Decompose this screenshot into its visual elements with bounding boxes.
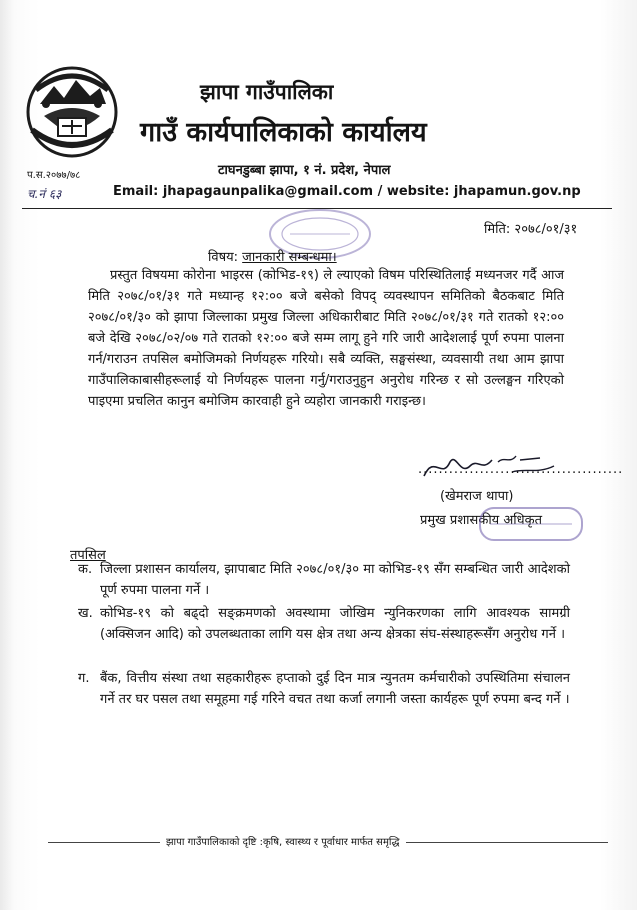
signer-name: (खेमराज थापा) [440, 489, 514, 504]
subject-value: जानकारी सम्बन्धमा। [242, 250, 337, 265]
tapsil-heading: तपसिल [70, 548, 106, 563]
item-marker: क. [78, 562, 93, 577]
reference-number: प.स.२०७७/७८ [27, 170, 81, 181]
letter-date: मिति: २०७८/०१/३१ [484, 222, 578, 237]
tapsil-item [78, 603, 570, 645]
signer-designation: प्रमुख प्रशासकीय अधिकृत [420, 513, 543, 528]
subject-line [208, 247, 337, 265]
item-text: बैंक, वित्तीय संस्था तथा सहकारीहरू हप्ताको दुई दिन मात्र न्युनतम कर्मचारीको उपस्थितिमा संचालन गर्ने तर घर पसल तथा समूहमा गई गरिने वचत तथा कर्जा लगानी जस्ता कार्यहरू पूर्ण रुपमा बन्द गर्ने । [100, 671, 570, 707]
footer-motto: झापा गाउँपालिकाको दृष्टि :कृषि, स्वास्थ्य र पूर्वाधार मार्फत समृद्धि [160, 834, 406, 848]
office-address: टाघनडुब्बा झापा, १ नं. प्रदेश, नेपाल [218, 163, 391, 178]
tapsil-item [78, 668, 570, 710]
municipality-name: झापा गाउँपालिका [200, 80, 334, 104]
letter-body: प्रस्तुत विषयमा कोरोना भाइरस (कोभिड-१९) ले ल्याएको विषम परिस्थितिलाई मध्यनजर गर्दै आज मिति २०७८/०१/३१ गते मध्यान्ह १२:०० बजे बसेको विपद् व्यवस्थापन समितिको बैठकबाट मिति २०७८/०१/३० को झापा जिल्लाका प्रमुख जिल्ला अधिकारीबाट मिति २०७८/०१/३१ गते रातको १२:०० बजे देखि २०७८/०२/०७ गते रातको १२:०० बजे सम्म लागू हुने गरि जारी आदेशलाई पूर्ण रुपमा पालना गर्न/गराउन तपसिल बमोजिमको निर्णयहरू गरियो। सबै व्यक्ति, सङ्घसंस्था, व्यवसायी तथा आम झापा गाउँपालिकाबासीहरूलाई यो निर्णयहरू पालना गर्नु/गराउनुहुन अनुरोध गरिन्छ र सो उल्लङ्घन गरिएको पाइएमा प्रचलित कानुन बमोजिम कारवाही हुने व्यहोरा जानकारी गराइन्छ। [88, 268, 564, 409]
signature-stamp-icon [476, 504, 586, 544]
item-marker: ख. [78, 606, 93, 621]
nepal-emblem-icon [22, 60, 122, 160]
dispatch-number: च.नं ६३ [27, 187, 62, 201]
item-text: कोभिड-१९ को बढ्दो सङ्क्रमणको अवस्थामा जोखिम न्युनिकरणका लागि आवश्यक सामग्री (अक्सिजन आदि) को उपलब्धताका लागि यस क्षेत्र तथा अन्य क्षेत्रका संघ-संस्थाहरूसँग अनुरोध गर्ने । [100, 606, 570, 642]
subject-label: विषय: [208, 250, 239, 265]
item-text: जिल्ला प्रशासन कार्यालय, झापाबाट मिति २०७८/०१/३० मा कोभिड-१९ सँग सम्बन्धित जारी आदेशको पूर्ण रुपमा पालना गर्ने । [100, 562, 570, 598]
contact-line: Email: jhapagaunpalika@gmail.com / website: jhapamun.gov.np [113, 184, 581, 199]
item-marker: ग. [78, 671, 90, 686]
tapsil-item [78, 559, 570, 601]
office-name: गाउँ कार्यपालिकाको कार्यालय [140, 117, 427, 148]
signature-line: ........................................ [418, 462, 624, 477]
